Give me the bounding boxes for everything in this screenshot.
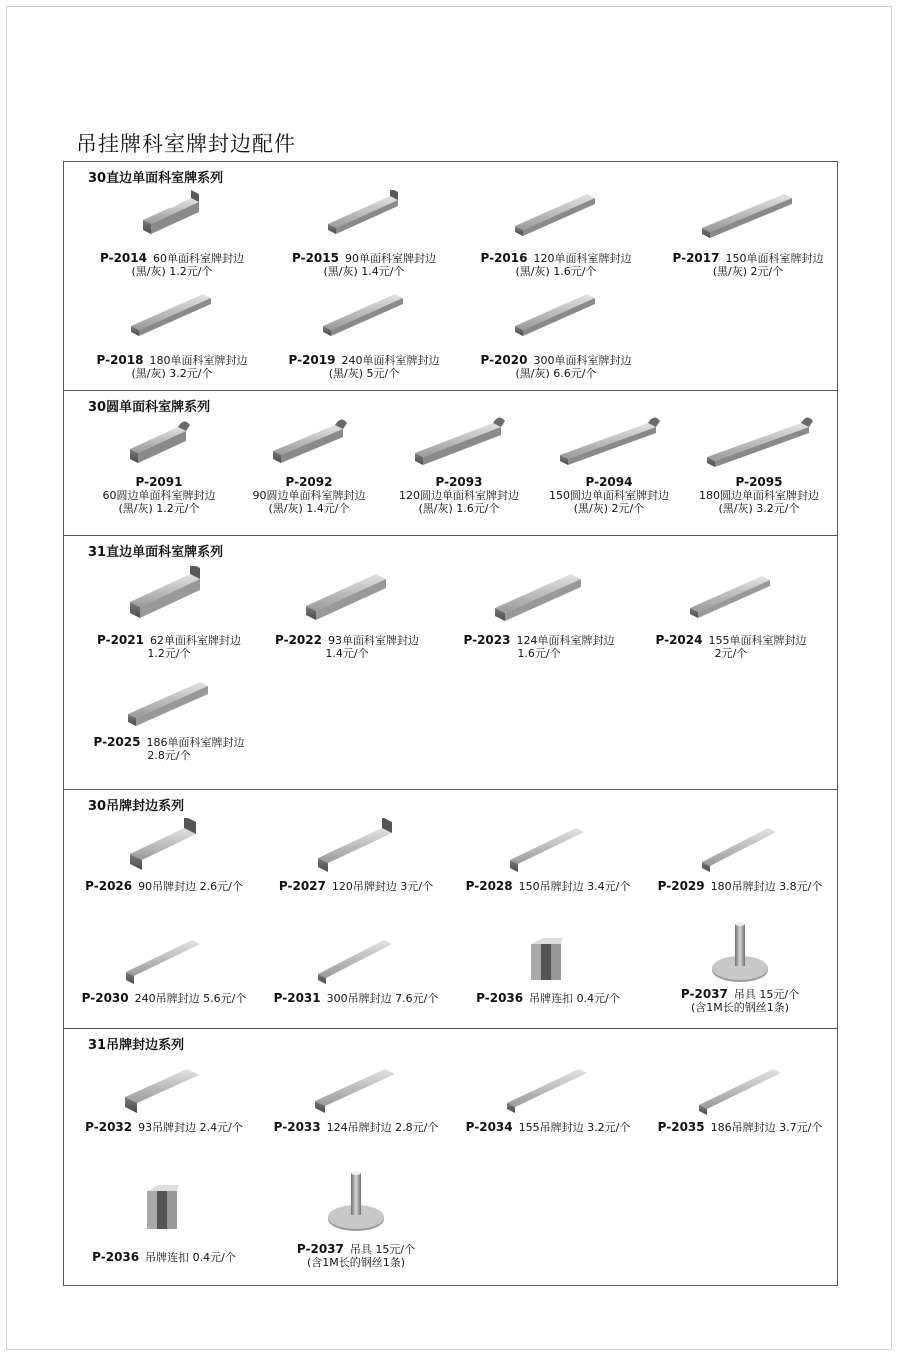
product-item (69, 1059, 259, 1134)
edge-profile-image (698, 190, 798, 240)
product-item (274, 190, 454, 278)
product-caption: P-2022 93单面科室牌封边 (275, 633, 419, 647)
product-code: P-2037 (296, 1242, 344, 1256)
product-caption: P-2018 180单面科室牌封边 (96, 353, 248, 367)
product-item (69, 818, 259, 893)
product-caption: P-2014 60单面科室牌封边 (100, 251, 244, 265)
product-item (261, 1059, 451, 1134)
product-item (645, 918, 835, 1014)
product-caption: P-2029 180吊牌封边 3.8元/个 (657, 879, 823, 893)
product-code: P-2020 (480, 353, 528, 367)
product-item (69, 930, 259, 1005)
edge-profile-image (124, 676, 214, 730)
product-code: P-2092 (285, 475, 333, 489)
product-caption: P-2019 240单面科室牌封边 (288, 353, 440, 367)
product-item (449, 566, 629, 660)
product-item (658, 190, 838, 278)
hanging-edge-image (314, 930, 398, 988)
edge-profile-image (324, 190, 404, 240)
product-caption: P-2027 120吊牌封边 3元/个 (278, 879, 434, 893)
section-31-straight (64, 536, 837, 790)
section-30-straight (64, 162, 837, 391)
product-caption: (黑/灰) 1.4元/个 (323, 265, 405, 278)
product-code: P-2029 (657, 879, 705, 893)
product-caption: (黑/灰) 1.2元/个 (118, 502, 200, 515)
product-caption: P-2020 300单面科室牌封边 (480, 353, 632, 367)
section-title: 31吊牌封边系列 (88, 1038, 185, 1053)
product-code: P-2032 (85, 1120, 133, 1134)
product-code: P-2036 (92, 1250, 140, 1264)
product-item (261, 1167, 451, 1269)
product-code: P-2037 (680, 987, 728, 1001)
hanging-edge-image (695, 1059, 785, 1117)
product-code: P-2094 (585, 475, 633, 489)
product-item (453, 930, 643, 1005)
hanging-edge-image (506, 818, 590, 876)
product-item (645, 1059, 835, 1134)
product-caption: (黑/灰) 1.6元/个 (418, 502, 500, 515)
product-item (79, 676, 259, 762)
product-code: P-2027 (278, 879, 326, 893)
product-caption: P-2033 124吊牌封边 2.8元/个 (273, 1120, 439, 1134)
edge-profile-image (511, 190, 601, 240)
product-caption: P-2037 吊具 15元/个 (680, 987, 800, 1001)
product-caption: (黑/灰) 2元/个 (573, 502, 645, 515)
section-30-round (64, 391, 837, 536)
product-item (274, 290, 454, 380)
product-item (466, 190, 646, 278)
connector-clip-image (523, 930, 573, 988)
product-item (79, 566, 259, 660)
product-caption: P-2037 吊具 15元/个 (296, 1242, 416, 1256)
hanger-fixture-image (321, 1167, 391, 1237)
product-caption: 1.6元/个 (517, 647, 561, 660)
product-code: P-2033 (273, 1120, 321, 1134)
product-caption: (黑/灰) 1.6元/个 (515, 265, 597, 278)
product-item (641, 566, 821, 660)
product-caption: 1.4元/个 (325, 647, 369, 660)
product-caption: (含1M长的钢丝1条) (306, 1256, 406, 1269)
product-item (694, 417, 824, 515)
catalog-table (63, 161, 838, 1286)
product-caption: (黑/灰) 3.2元/个 (718, 502, 800, 515)
product-caption: (黑/灰) 3.2元/个 (131, 367, 213, 380)
product-item (466, 290, 646, 380)
product-item (453, 818, 643, 893)
product-code: P-2016 (480, 251, 528, 265)
hanging-edge-image (698, 818, 782, 876)
product-item (453, 1059, 643, 1134)
edge-profile-image (302, 566, 392, 626)
product-caption: P-2026 90吊牌封边 2.6元/个 (85, 879, 243, 893)
hanging-edge-image (503, 1059, 593, 1117)
connector-clip-image (139, 1177, 189, 1237)
section-31-hanging (64, 1029, 837, 1285)
page-title: 吊挂牌科室牌封边配件 (76, 132, 296, 156)
edge-profile-image (124, 566, 214, 626)
product-code: P-2035 (657, 1120, 705, 1134)
product-item (257, 566, 437, 660)
product-caption: P-2030 240吊牌封边 5.6元/个 (81, 991, 247, 1005)
product-caption: 180圆边单面科室牌封边 (699, 489, 819, 502)
product-caption: P-2031 300吊牌封边 7.6元/个 (273, 991, 439, 1005)
product-item (69, 1177, 259, 1264)
product-code: P-2019 (288, 353, 336, 367)
product-code: P-2018 (96, 353, 144, 367)
product-caption: 90圆边单面科室牌封边 (252, 489, 366, 502)
product-caption: (黑/灰) 1.4元/个 (268, 502, 350, 515)
product-code: P-2036 (476, 991, 524, 1005)
product-caption: (黑/灰) 2元/个 (712, 265, 784, 278)
edge-profile-image (124, 417, 194, 469)
edge-profile-image (556, 417, 662, 469)
product-code: P-2025 (93, 735, 141, 749)
product-code: P-2030 (81, 991, 129, 1005)
product-caption: P-2034 155吊牌封边 3.2元/个 (465, 1120, 631, 1134)
product-code: P-2091 (135, 475, 183, 489)
product-caption: 2元/个 (714, 647, 748, 660)
hanger-fixture-image (705, 918, 775, 988)
product-caption: P-2023 124单面科室牌封边 (463, 633, 615, 647)
product-caption: 120圆边单面科室牌封边 (399, 489, 519, 502)
section-title: 30直边单面科室牌系列 (88, 171, 224, 186)
product-code: P-2034 (465, 1120, 513, 1134)
section-30-hanging (64, 790, 837, 1029)
product-code: P-2023 (463, 633, 511, 647)
edge-profile-image (319, 290, 409, 340)
edge-profile-image (137, 190, 207, 240)
product-caption: P-2036 吊牌连扣 0.4元/个 (476, 991, 620, 1005)
section-title: 31直边单面科室牌系列 (88, 545, 224, 560)
product-code: P-2028 (465, 879, 513, 893)
product-item (244, 417, 374, 515)
hanging-edge-image (314, 818, 398, 876)
product-caption: P-2035 186吊牌封边 3.7元/个 (657, 1120, 823, 1134)
product-item (645, 818, 835, 893)
product-caption: P-2024 155单面科室牌封边 (655, 633, 807, 647)
product-caption: P-2028 150吊牌封边 3.4元/个 (465, 879, 631, 893)
product-code: P-2095 (735, 475, 783, 489)
product-item (394, 417, 524, 515)
hanging-edge-image (122, 930, 206, 988)
edge-profile-image (411, 417, 507, 469)
product-caption: 2.8元/个 (147, 749, 191, 762)
product-caption: (黑/灰) 5元/个 (328, 367, 400, 380)
product-item (261, 818, 451, 893)
edge-profile-image (269, 417, 349, 469)
edge-profile-image (703, 417, 815, 469)
product-code: P-2031 (273, 991, 321, 1005)
product-code: P-2024 (655, 633, 703, 647)
product-code: P-2022 (275, 633, 322, 647)
product-code: P-2015 (292, 251, 339, 265)
product-code: P-2021 (97, 633, 144, 647)
product-item (261, 930, 451, 1005)
product-caption: P-2021 62单面科室牌封边 (97, 633, 241, 647)
edge-profile-image (511, 290, 601, 340)
product-caption: P-2036 吊牌连扣 0.4元/个 (92, 1250, 236, 1264)
product-caption: 150圆边单面科室牌封边 (549, 489, 669, 502)
product-item (82, 290, 262, 380)
product-caption: 1.2元/个 (147, 647, 191, 660)
product-item (82, 190, 262, 278)
product-caption: P-2016 120单面科室牌封边 (480, 251, 632, 265)
product-caption: 60圆边单面科室牌封边 (102, 489, 216, 502)
product-code: P-2093 (435, 475, 483, 489)
product-item (94, 417, 224, 515)
edge-profile-image (491, 566, 587, 626)
hanging-edge-image (124, 818, 204, 876)
edge-profile-image (686, 566, 776, 626)
product-caption: P-2025 186单面科室牌封边 (93, 735, 245, 749)
product-code: P-2014 (100, 251, 147, 265)
product-caption: (含1M长的钢丝1条) (690, 1001, 790, 1014)
section-title: 30圆单面科室牌系列 (88, 400, 211, 415)
product-caption: P-2032 93吊牌封边 2.4元/个 (85, 1120, 243, 1134)
product-caption: (黑/灰) 1.2元/个 (131, 265, 213, 278)
hanging-edge-image (311, 1059, 401, 1117)
edge-profile-image (127, 290, 217, 340)
product-code: P-2026 (85, 879, 133, 893)
product-caption: P-2015 90单面科室牌封边 (292, 251, 436, 265)
product-code: P-2017 (672, 251, 720, 265)
product-caption: P-2017 150单面科室牌封边 (672, 251, 824, 265)
product-caption: (黑/灰) 6.6元/个 (515, 367, 597, 380)
section-title: 30吊牌封边系列 (88, 799, 185, 814)
hanging-edge-image (119, 1059, 209, 1117)
product-item (544, 417, 674, 515)
